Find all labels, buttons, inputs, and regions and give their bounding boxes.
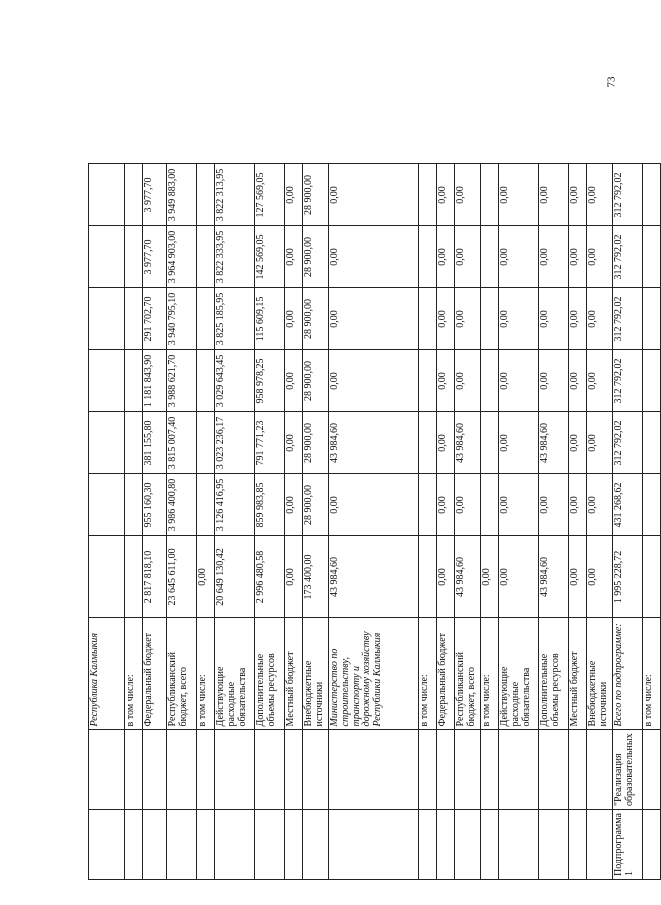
program-label-cell — [539, 810, 569, 880]
program-label-cell — [125, 810, 143, 880]
value-cell: 1 995 228,72 — [613, 536, 643, 618]
value-cell: 0,00 — [481, 536, 499, 618]
value-cell — [125, 226, 143, 288]
value-cell — [197, 350, 215, 412]
table-row — [285, 164, 303, 880]
value-cell: 0,00 — [285, 412, 303, 474]
value-cell: 431 268,62 — [613, 474, 643, 536]
source-label-cell: в том числе: — [481, 618, 499, 730]
value-cell — [125, 536, 143, 618]
value-cell — [125, 412, 143, 474]
program-label-cell — [285, 810, 303, 880]
value-cell: 0,00 — [539, 350, 569, 412]
value-cell: 0,00 — [539, 226, 569, 288]
value-cell: 28 900,00 — [303, 474, 329, 536]
value-cell: 28 900,00 — [303, 226, 329, 288]
value-cell: 3 988 621,70 — [167, 350, 197, 412]
value-cell: 0,00 — [197, 536, 215, 618]
value-cell: 43 984,60 — [539, 412, 569, 474]
value-cell: 3 029 643,45 — [215, 350, 255, 412]
value-cell: 0,00 — [539, 474, 569, 536]
program-label-cell — [455, 810, 481, 880]
value-cell — [481, 288, 499, 350]
value-cell: 0,00 — [569, 474, 587, 536]
value-cell: 0,00 — [539, 164, 569, 226]
table-row — [643, 164, 661, 880]
table-row — [419, 164, 437, 880]
value-cell — [481, 350, 499, 412]
program-name-cell — [125, 730, 143, 810]
value-cell: 0,00 — [285, 288, 303, 350]
value-cell — [419, 412, 437, 474]
program-name-cell — [419, 730, 437, 810]
value-cell: 312 792,02 — [613, 412, 643, 474]
value-cell: 0,00 — [587, 474, 613, 536]
value-cell: 312 792,02 — [613, 350, 643, 412]
value-cell: 28 900,00 — [303, 412, 329, 474]
value-cell: 859 983,85 — [255, 474, 285, 536]
program-name-cell — [539, 730, 569, 810]
value-cell: 0,00 — [587, 536, 613, 618]
value-cell: 3 822 333,95 — [215, 226, 255, 288]
value-cell: 43 984,60 — [455, 412, 481, 474]
value-cell: 3 023 236,17 — [215, 412, 255, 474]
program-name-cell — [499, 730, 539, 810]
value-cell — [643, 412, 661, 474]
value-cell: 0,00 — [329, 350, 419, 412]
value-cell: 3 822 313,95 — [215, 164, 255, 226]
program-name-cell: "Реализация образовательных — [613, 730, 643, 810]
value-cell — [419, 536, 437, 618]
program-name-cell — [215, 730, 255, 810]
source-label-cell: Действующие расходные обязательства — [499, 618, 539, 730]
value-cell: 43 984,60 — [455, 536, 481, 618]
value-cell: 0,00 — [285, 350, 303, 412]
source-label-cell: в том числе: — [419, 618, 437, 730]
value-cell: 3 825 185,95 — [215, 288, 255, 350]
table-row — [539, 164, 569, 880]
value-cell: 0,00 — [499, 226, 539, 288]
value-cell: 0,00 — [455, 474, 481, 536]
source-label-cell: Местный бюджет — [569, 618, 587, 730]
value-cell: 0,00 — [329, 288, 419, 350]
value-cell: 43 984,60 — [329, 536, 419, 618]
value-cell: 28 900,00 — [303, 350, 329, 412]
value-cell: 0,00 — [569, 288, 587, 350]
value-cell: 0,00 — [587, 412, 613, 474]
program-label-cell — [419, 810, 437, 880]
value-cell: 127 569,05 — [255, 164, 285, 226]
table-row — [125, 164, 143, 880]
value-cell: 0,00 — [587, 226, 613, 288]
value-cell — [481, 474, 499, 536]
source-label-cell: Республиканский бюджет, всего — [167, 618, 197, 730]
value-cell — [125, 350, 143, 412]
source-label-cell: Республиканский бюджет, всего — [455, 618, 481, 730]
value-cell: 0,00 — [437, 164, 455, 226]
value-cell: 0,00 — [569, 350, 587, 412]
program-name-cell — [569, 730, 587, 810]
value-cell: 0,00 — [437, 288, 455, 350]
value-cell: 312 792,02 — [613, 288, 643, 350]
value-cell: 0,00 — [499, 536, 539, 618]
value-cell — [125, 474, 143, 536]
table-row — [569, 164, 587, 880]
value-cell: 0,00 — [455, 288, 481, 350]
value-cell: 3 977,70 — [143, 164, 167, 226]
program-label-cell: Подпрограмма 1 — [613, 810, 643, 880]
value-cell — [89, 350, 125, 412]
value-cell: 0,00 — [437, 412, 455, 474]
value-cell — [197, 412, 215, 474]
value-cell — [197, 288, 215, 350]
program-label-cell — [89, 810, 125, 880]
value-cell — [419, 226, 437, 288]
program-label-cell — [167, 810, 197, 880]
program-label-cell — [437, 810, 455, 880]
value-cell: 955 160,30 — [143, 474, 167, 536]
value-cell: 0,00 — [587, 288, 613, 350]
value-cell: 0,00 — [329, 226, 419, 288]
value-cell — [89, 536, 125, 618]
program-name-cell — [197, 730, 215, 810]
value-cell: 312 792,02 — [613, 164, 643, 226]
value-cell — [125, 288, 143, 350]
program-name-cell — [303, 730, 329, 810]
value-cell: 3 964 903,00 — [167, 226, 197, 288]
program-name-cell — [643, 730, 661, 810]
value-cell: 0,00 — [455, 164, 481, 226]
source-label-cell: Дополнительные объемы ресурсов — [539, 618, 569, 730]
value-cell: 3 986 400,80 — [167, 474, 197, 536]
value-cell: 0,00 — [285, 226, 303, 288]
program-name-cell — [455, 730, 481, 810]
value-cell — [89, 226, 125, 288]
page-number: 73 — [605, 76, 618, 88]
value-cell: 0,00 — [499, 474, 539, 536]
table-row — [303, 164, 329, 880]
value-cell: 0,00 — [569, 412, 587, 474]
value-cell: 0,00 — [437, 226, 455, 288]
value-cell: 2 817 818,10 — [143, 536, 167, 618]
program-name-cell — [255, 730, 285, 810]
value-cell: 312 792,02 — [613, 226, 643, 288]
value-cell: 0,00 — [569, 226, 587, 288]
value-cell — [197, 474, 215, 536]
value-cell: 0,00 — [437, 536, 455, 618]
program-name-cell — [329, 730, 419, 810]
source-label-cell: Дополнительные объемы ресурсов — [255, 618, 285, 730]
table-row — [481, 164, 499, 880]
table-row — [143, 164, 167, 880]
value-cell — [89, 412, 125, 474]
value-cell — [481, 164, 499, 226]
value-cell: 0,00 — [285, 474, 303, 536]
source-label-cell: Федеральный бюджет — [143, 618, 167, 730]
value-cell: 23 645 611,00 — [167, 536, 197, 618]
rotated-table-container — [88, 30, 654, 880]
source-label-cell: в том числе: — [125, 618, 143, 730]
value-cell: 791 771,23 — [255, 412, 285, 474]
source-label-cell: Всего по подпрограмме: — [613, 618, 643, 730]
table-row — [437, 164, 455, 880]
program-label-cell — [643, 810, 661, 880]
value-cell: 43 984,60 — [329, 412, 419, 474]
value-cell — [89, 288, 125, 350]
table-row — [455, 164, 481, 880]
value-cell: 0,00 — [539, 288, 569, 350]
value-cell — [419, 474, 437, 536]
source-label-cell: Действующие расходные обязательства — [215, 618, 255, 730]
value-cell: 3 815 007,40 — [167, 412, 197, 474]
value-cell — [419, 288, 437, 350]
program-label-cell — [215, 810, 255, 880]
value-cell: 0,00 — [587, 350, 613, 412]
value-cell: 0,00 — [285, 164, 303, 226]
source-label-cell: Внебюджетные источники — [587, 618, 613, 730]
value-cell — [643, 350, 661, 412]
value-cell: 0,00 — [569, 164, 587, 226]
source-label-cell: Министерство по строительству, транспорту и дорожному хозяйству Республики Калмыкия — [329, 618, 419, 730]
value-cell: 381 155,80 — [143, 412, 167, 474]
table-row — [499, 164, 539, 880]
table-row — [197, 164, 215, 880]
value-cell: 3 126 416,95 — [215, 474, 255, 536]
value-cell: 1 181 843,90 — [143, 350, 167, 412]
value-cell: 958 978,25 — [255, 350, 285, 412]
value-cell — [643, 164, 661, 226]
value-cell: 3 940 795,10 — [167, 288, 197, 350]
table-row — [215, 164, 255, 880]
program-label-cell — [481, 810, 499, 880]
value-cell: 115 609,15 — [255, 288, 285, 350]
program-label-cell — [329, 810, 419, 880]
value-cell: 0,00 — [455, 226, 481, 288]
value-cell — [643, 288, 661, 350]
program-name-cell — [285, 730, 303, 810]
program-label-cell — [303, 810, 329, 880]
value-cell: 0,00 — [499, 164, 539, 226]
program-label-cell — [569, 810, 587, 880]
source-label-cell: в том числе: — [643, 618, 661, 730]
value-cell: 0,00 — [285, 536, 303, 618]
value-cell — [419, 350, 437, 412]
value-cell: 0,00 — [329, 474, 419, 536]
value-cell: 0,00 — [499, 288, 539, 350]
table-row — [255, 164, 285, 880]
source-label-cell: Республика Калмыкия — [89, 618, 125, 730]
value-cell — [89, 164, 125, 226]
value-cell: 28 900,00 — [303, 288, 329, 350]
budget-table — [88, 163, 661, 880]
value-cell: 142 569,05 — [255, 226, 285, 288]
value-cell — [643, 474, 661, 536]
value-cell — [643, 226, 661, 288]
value-cell: 3 949 883,00 — [167, 164, 197, 226]
program-name-cell — [437, 730, 455, 810]
table-row — [329, 164, 419, 880]
value-cell: 0,00 — [499, 412, 539, 474]
value-cell: 20 649 130,42 — [215, 536, 255, 618]
value-cell: 0,00 — [499, 350, 539, 412]
table-row — [613, 164, 643, 880]
program-name-cell — [143, 730, 167, 810]
value-cell: 43 984,60 — [539, 536, 569, 618]
value-cell: 0,00 — [437, 474, 455, 536]
source-label-cell: Федеральный бюджет — [437, 618, 455, 730]
value-cell: 2 996 480,58 — [255, 536, 285, 618]
program-name-cell — [167, 730, 197, 810]
value-cell: 0,00 — [455, 350, 481, 412]
program-name-cell — [89, 730, 125, 810]
program-label-cell — [499, 810, 539, 880]
value-cell: 291 702,70 — [143, 288, 167, 350]
value-cell — [197, 164, 215, 226]
value-cell: 28 900,00 — [303, 164, 329, 226]
table-row — [89, 164, 125, 880]
value-cell: 173 400,00 — [303, 536, 329, 618]
value-cell — [89, 474, 125, 536]
value-cell — [481, 412, 499, 474]
value-cell: 0,00 — [587, 164, 613, 226]
source-label-cell: Местный бюджет — [285, 618, 303, 730]
table-row — [587, 164, 613, 880]
value-cell — [419, 164, 437, 226]
program-name-cell — [587, 730, 613, 810]
value-cell: 0,00 — [437, 350, 455, 412]
value-cell: 3 977,70 — [143, 226, 167, 288]
program-label-cell — [255, 810, 285, 880]
value-cell — [125, 164, 143, 226]
table-row — [167, 164, 197, 880]
program-label-cell — [143, 810, 167, 880]
program-label-cell — [197, 810, 215, 880]
program-label-cell — [587, 810, 613, 880]
value-cell: 0,00 — [329, 164, 419, 226]
value-cell: 0,00 — [569, 536, 587, 618]
value-cell — [481, 226, 499, 288]
source-label-cell: Внебюджетные источники — [303, 618, 329, 730]
program-name-cell — [481, 730, 499, 810]
value-cell — [643, 536, 661, 618]
value-cell — [197, 226, 215, 288]
source-label-cell: в том числе: — [197, 618, 215, 730]
